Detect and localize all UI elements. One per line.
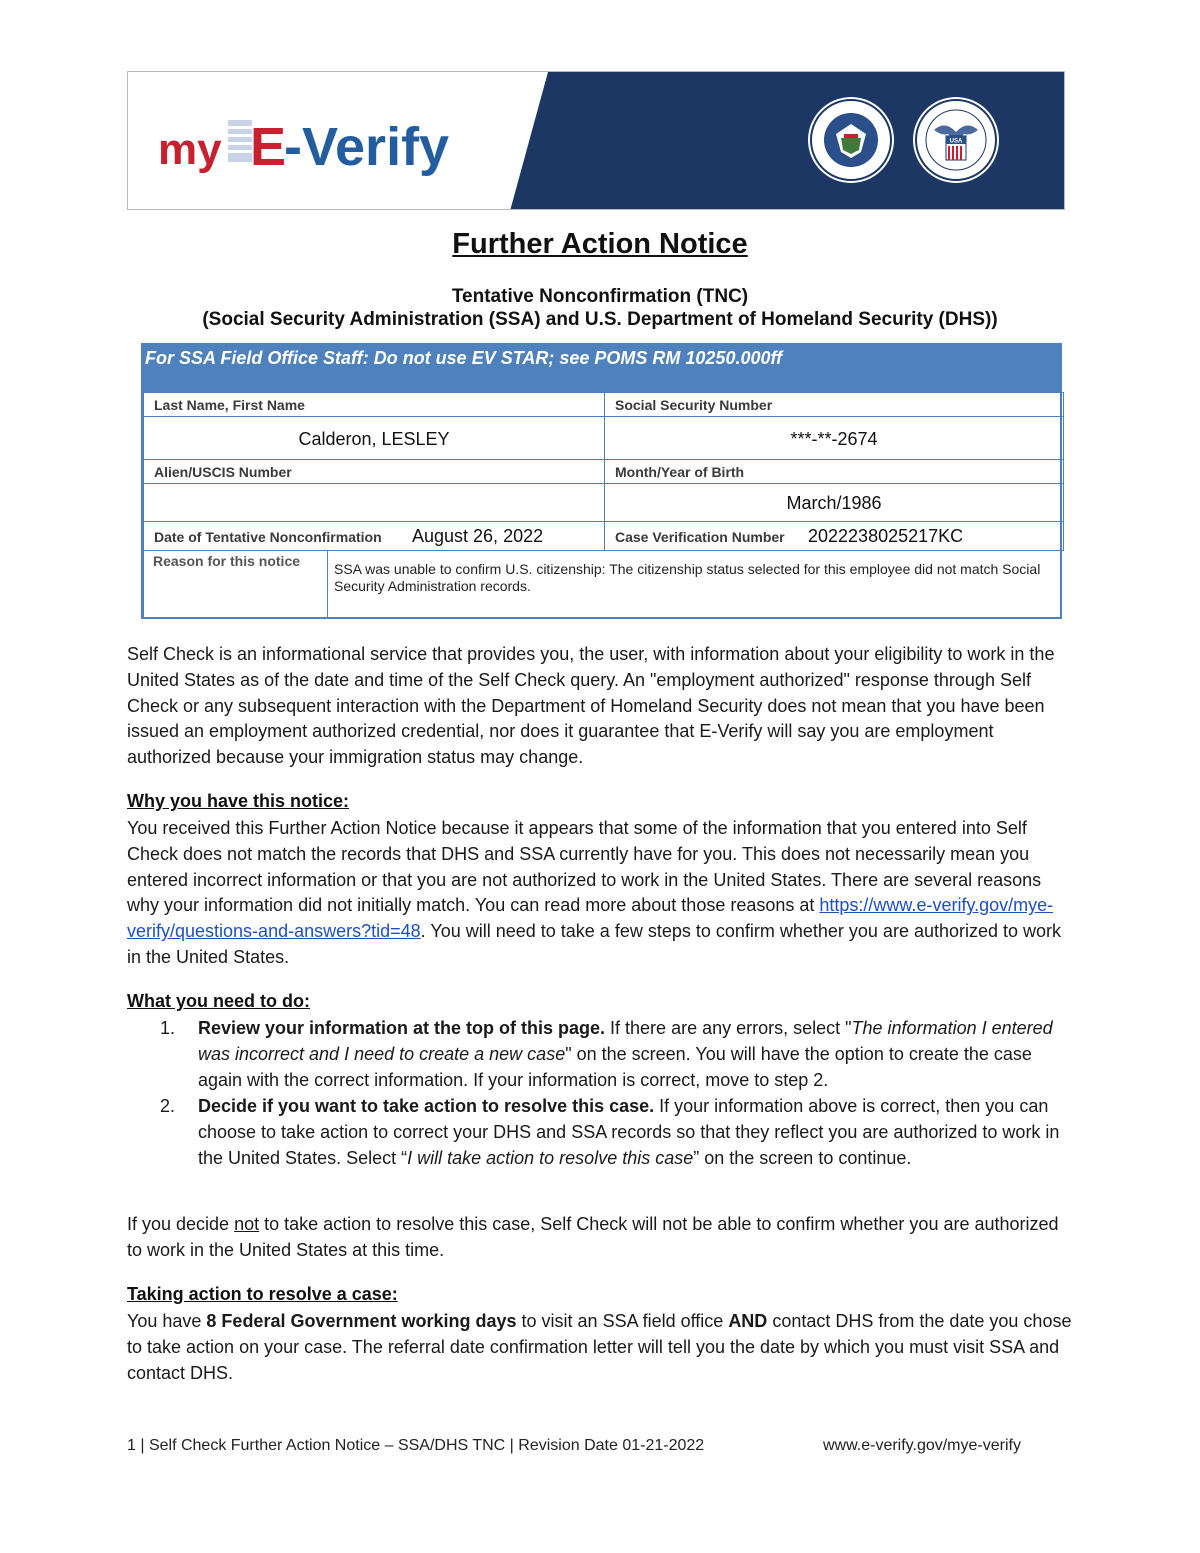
ssn-label-cell [604,392,1064,417]
name-label-cell [143,392,605,417]
notice-title: Further Action Notice [452,228,748,260]
taking-action-heading: Taking action to resolve a case: [127,1284,398,1304]
case-info-table [141,343,1062,619]
footer-page-info: 1 | Self Check Further Action Notice – SSA/DHS TNC | Revision Date 01-21-2022 [127,1437,705,1454]
not-resolve-text: to take action to resolve this case, Self Check will not be able to confirm whether you are authorized to work in the United States at this time. [127,1214,1059,1260]
step-plain-text: If your information above is correct, then you can choose to take action to correct your DHS and SSA records so that they reflect you are authorized to work in the United States. Select “ [198,1096,1060,1168]
dhs-seal-text: U.S. DEPARTMENT OF HOMELAND SECURITY [851,196,873,197]
step-bold-text: Decide if you want to take action to resolve this case. [198,1096,655,1116]
intro-paragraph: Self Check is an informational service that provides you, the user, with information about your eligibility to work in the United States as of the date and time of the Self Check query. An "employment authorized" response through Self Check or any subsequent interaction with the Department of Homeland Security does not mean that you have been issued an employment authorized credential, nor does it guarantee that E-Verify will say you are employment authorized because your immigration status may change. [127,644,1055,768]
step-number: 1. [160,1018,176,1038]
ssn-value-cell [604,416,1064,460]
ssn-label: Social Security Number [615,397,773,413]
why-paragraph [127,816,1072,971]
step-plain-text: If there are any errors, select " [605,1018,852,1038]
logo-flag-icon [228,120,252,162]
banner-graphic [128,72,1065,210]
reason-value: SSA was unable to confirm U.S. citizenship: The citizenship status selected for this employee did not match Social Security Administration records. [334,561,1041,594]
not-resolve-paragraph [127,1212,1072,1264]
header-banner [127,71,1065,210]
tnc-date-value: August 26, 2022 [412,526,544,546]
step-plain-text: " on the screen. You will have the option to create the case again with the correct information. If your information is correct, move to step 2. [198,1043,1032,1090]
step-number: 2. [160,1096,176,1116]
taking-action-bold: 8 Federal Government working days [206,1311,517,1331]
notice-subtitle-agencies: (Social Security Administration (SSA) and U.S. Department of Homeland Security (DHS)) [202,309,998,330]
taking-action-text: You have [127,1311,207,1331]
name-value: Calderon, LESLEY [298,429,450,449]
taking-action-text: contact DHS from the date you chose to take action on your case. The referral date confirmation letter will tell you the date by which you must visit SSA and contact DHS. [127,1311,1072,1383]
case-number-cell [604,521,1064,551]
alien-label: Alien/USCIS Number [154,464,292,480]
dhs-seal-icon [808,97,894,183]
case-number-value: 2022238025217KC [808,526,964,546]
ssa-staff-note: For SSA Field Office Staff: Do not use EV STAR; see POMS RM 10250.000ff [143,343,1060,392]
reason-label: Reason for this notice [153,553,301,569]
step-italic-text: I will take action to resolve this case [407,1147,694,1168]
alien-label-cell [143,459,605,484]
taking-action-paragraph [127,1309,1072,1386]
dob-value: March/1986 [786,493,882,513]
reason-value-cell [327,550,1064,619]
not-resolve-emphasis: not [234,1214,260,1234]
what-heading: What you need to do: [127,991,310,1011]
case-number-label: Case Verification Number [615,529,785,545]
questions-answers-link[interactable]: https://www.e-verify.gov/mye-verify/questions-and-answers?tid=48 [127,895,1054,942]
tnc-date-cell [143,521,605,551]
ssa-seal-icon [913,97,999,183]
ssn-value: ***-**-2674 [790,429,878,449]
why-text-after-link: . You will need to take a few steps to confirm whether you are authorized to work in the United States. [127,921,1062,967]
ssa-seal-text: SOCIAL SECURITY ADMINISTRATION [956,196,974,197]
name-value-cell [143,416,605,460]
step-plain-text: ” on the screen to continue. [693,1147,912,1168]
taking-action-text: to visit an SSA field office [516,1311,729,1331]
step-bold-text: Review your information at the top of this page. [198,1018,606,1038]
logo-my-text: my [158,125,222,174]
ssa-seal-usa-text: USA [949,138,963,145]
dob-label: Month/Year of Birth [615,464,745,480]
tnc-date-label: Date of Tentative Nonconfirmation [154,529,382,545]
step-text [198,1016,1072,1093]
notice-subtitle: Tentative Nonconfirmation (TNC) [451,286,749,307]
alien-value-cell [143,483,605,522]
reason-label-cell [143,550,328,619]
dob-value-cell [604,483,1064,522]
why-text-before-link: You received this Further Action Notice because it appears that some of the information that you entered into Self Check does not match the records that DHS and SSA currently have for you. This does not necessarily mean you entered incorrect information or that you are not authorized to work in the United States. There are several reasons why your information did not initially match. You can read more about those reasons at [127,818,1042,916]
not-resolve-text: If you decide [127,1214,235,1234]
step-text [198,1094,1072,1171]
logo-e-text: E [250,117,287,177]
footer-website: www.e-verify.gov/mye-verify [823,1437,1021,1454]
taking-action-bold: AND [728,1311,768,1331]
step-italic-text: The information I entered was incorrect and I need to create a new case [198,1018,1053,1064]
why-heading: Why you have this notice: [127,791,350,811]
dob-label-cell [604,459,1064,484]
logo-verify-text: -Verify [284,117,450,177]
name-label: Last Name, First Name [154,397,305,413]
